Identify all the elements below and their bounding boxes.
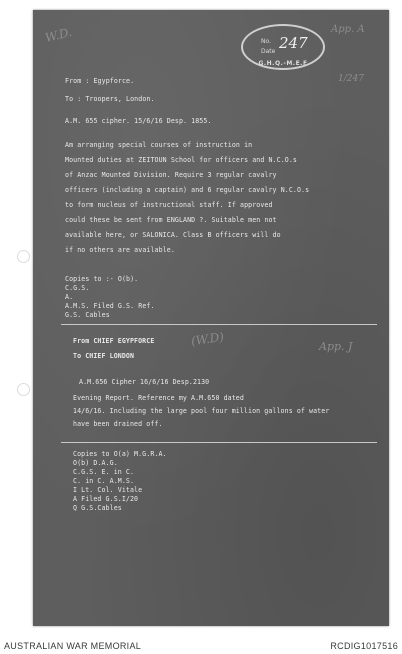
handwritten-app-a: App. A bbox=[331, 24, 365, 35]
msg2-copies-line: C.G.S. E. in C. bbox=[73, 468, 135, 476]
document-page bbox=[33, 10, 389, 626]
handwritten-app-j: App. J bbox=[319, 340, 353, 353]
ghq-mef-stamp bbox=[241, 24, 325, 70]
stamp-number-label: No. bbox=[261, 38, 271, 45]
msg1-body-line: if no others are available. bbox=[65, 246, 175, 254]
msg1-copies-line: A. bbox=[65, 293, 74, 301]
msg1-copies-line: A.M.S. Filed G.S. Ref. bbox=[65, 302, 155, 310]
handwritten-wd-top: W.D. bbox=[43, 24, 74, 46]
binder-hole-bottom bbox=[17, 383, 30, 396]
msg2-body-line: have been drained off. bbox=[73, 420, 163, 428]
msg1-body-line: available here, or SALONICA. Class B officers will do bbox=[65, 231, 281, 239]
stamp-date-label: Date bbox=[261, 48, 276, 55]
msg2-copies-line: O(b) D.A.G. bbox=[73, 459, 118, 467]
handwritten-wd-mid: (W.D) bbox=[190, 329, 225, 349]
msg1-body-line: could these be sent from ENGLAND ?. Suitable men not bbox=[65, 216, 277, 224]
msg1-body-line: of Anzac Mounted Division. Require 3 regular cavalry bbox=[65, 171, 277, 179]
msg2-body-line: 14/6/16. Including the large pool four million gallons of water bbox=[73, 407, 330, 415]
msg1-copies-line: G.S. Cables bbox=[65, 311, 110, 319]
msg2-to: To CHIEF LONDON bbox=[73, 352, 135, 360]
msg1-from: From : Egypforce. bbox=[65, 77, 135, 85]
binder-hole-top bbox=[17, 250, 30, 263]
msg1-header: A.M. 655 cipher. 15/6/16 Desp. 1855. bbox=[65, 117, 212, 125]
msg2-copies-line: C. in C. A.M.S. bbox=[73, 477, 135, 485]
msg1-copies-line: C.G.S. bbox=[65, 284, 90, 292]
msg1-body-line: Am arranging special courses of instruction in bbox=[65, 141, 253, 149]
msg2-copies-line: Copies to O(a) M.G.R.A. bbox=[73, 450, 167, 458]
msg1-body-line: officers (including a captain) and 6 regular cavalry N.C.O.s bbox=[65, 186, 310, 194]
msg2-header: A.M.656 Cipher 16/6/16 Desp.2130 bbox=[79, 378, 210, 386]
msg2-from: From CHIEF EGYPFORCE bbox=[73, 337, 155, 345]
stamp-org: G.H.Q.-M.E.F bbox=[258, 60, 308, 67]
msg1-copies-line: Copies to :- O(b). bbox=[65, 275, 139, 283]
msg1-body-line: Mounted duties at ZEITOUN School for officers and N.C.O.s bbox=[65, 156, 297, 164]
separator-rule bbox=[61, 324, 377, 325]
msg2-copies-line: I Lt. Col. Vitale bbox=[73, 486, 143, 494]
footer-record-id: RCDIG1017516 bbox=[330, 641, 398, 651]
msg1-to: To : Troopers, London. bbox=[65, 95, 155, 103]
msg2-copies-line: A Filed G.S.I/20 bbox=[73, 495, 139, 503]
footer-institution: AUSTRALIAN WAR MEMORIAL bbox=[4, 641, 142, 651]
stamp-entry: 247 bbox=[279, 34, 308, 52]
msg2-body-line: Evening Report. Reference my A.M.650 dated bbox=[73, 394, 244, 402]
msg2-copies-line: Q G.S.Cables bbox=[73, 504, 122, 512]
separator-rule-2 bbox=[61, 442, 377, 443]
msg1-body-line: to form nucleus of instructional staff. If approved bbox=[65, 201, 273, 209]
handwritten-ref: 1/247 bbox=[338, 74, 364, 84]
